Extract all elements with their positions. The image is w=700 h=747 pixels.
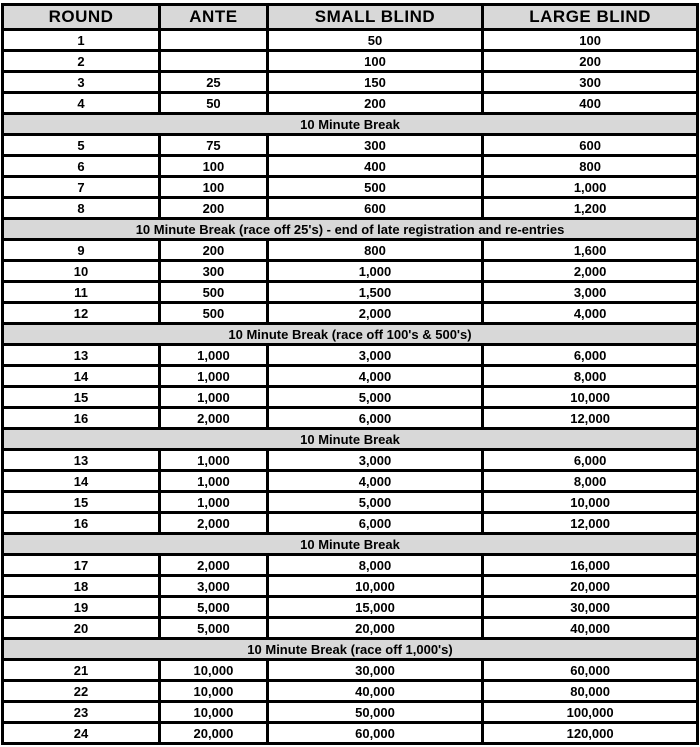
table-row [3,72,698,93]
break-label: 10 Minute Break [3,534,698,555]
round-cell: 20 [3,618,160,639]
table-row [3,555,698,576]
large-blind-cell: 12,000 [483,408,698,429]
small-blind-cell: 400 [267,156,482,177]
round-cell: 8 [3,198,160,219]
round-cell: 24 [3,723,160,744]
round-cell: 14 [3,366,160,387]
table-row [3,597,698,618]
ante-cell: 2,000 [160,555,268,576]
large-blind-cell: 400 [483,93,698,114]
ante-cell: 75 [160,135,268,156]
ante-cell: 5,000 [160,597,268,618]
table-row [3,450,698,471]
ante-cell: 200 [160,198,268,219]
small-blind-cell: 6,000 [267,513,482,534]
small-blind-cell: 800 [267,240,482,261]
small-blind-cell: 200 [267,93,482,114]
ante-cell [160,30,268,51]
large-blind-cell: 80,000 [483,681,698,702]
table-row [3,681,698,702]
large-blind-cell: 6,000 [483,450,698,471]
round-cell: 17 [3,555,160,576]
large-blind-column-header: LARGE BLIND [483,5,698,30]
break-label: 10 Minute Break (race off 100's & 500's) [3,324,698,345]
small-blind-column-header: SMALL BLIND [267,5,482,30]
ante-cell: 2,000 [160,408,268,429]
ante-cell: 10,000 [160,702,268,723]
small-blind-cell: 30,000 [267,660,482,681]
ante-cell: 1,000 [160,450,268,471]
ante-cell: 5,000 [160,618,268,639]
table-row [3,513,698,534]
small-blind-cell: 6,000 [267,408,482,429]
table-row [3,408,698,429]
round-cell: 10 [3,261,160,282]
ante-cell: 50 [160,93,268,114]
small-blind-cell: 50,000 [267,702,482,723]
table-row [3,156,698,177]
break-row [3,639,698,660]
round-cell: 13 [3,450,160,471]
ante-cell: 3,000 [160,576,268,597]
table-row [3,240,698,261]
ante-cell: 200 [160,240,268,261]
round-cell: 4 [3,93,160,114]
ante-cell [160,51,268,72]
table-row [3,261,698,282]
round-cell: 12 [3,303,160,324]
large-blind-cell: 8,000 [483,366,698,387]
ante-cell: 1,000 [160,366,268,387]
large-blind-cell: 20,000 [483,576,698,597]
break-row [3,429,698,450]
round-cell: 22 [3,681,160,702]
table-row [3,366,698,387]
large-blind-cell: 600 [483,135,698,156]
large-blind-cell: 4,000 [483,303,698,324]
table-row [3,135,698,156]
large-blind-cell: 100 [483,30,698,51]
table-row [3,30,698,51]
table-row [3,723,698,744]
round-cell: 16 [3,513,160,534]
small-blind-cell: 60,000 [267,723,482,744]
round-cell: 2 [3,51,160,72]
small-blind-cell: 3,000 [267,450,482,471]
blind-table-body [3,30,698,744]
table-row [3,387,698,408]
round-cell: 5 [3,135,160,156]
large-blind-cell: 100,000 [483,702,698,723]
small-blind-cell: 2,000 [267,303,482,324]
table-row [3,93,698,114]
table-row [3,51,698,72]
small-blind-cell: 4,000 [267,471,482,492]
small-blind-cell: 500 [267,177,482,198]
ante-column-header: ANTE [160,5,268,30]
large-blind-cell: 3,000 [483,282,698,303]
large-blind-cell: 60,000 [483,660,698,681]
round-cell: 11 [3,282,160,303]
round-cell: 13 [3,345,160,366]
round-cell: 18 [3,576,160,597]
small-blind-cell: 40,000 [267,681,482,702]
large-blind-cell: 6,000 [483,345,698,366]
large-blind-cell: 10,000 [483,387,698,408]
small-blind-cell: 5,000 [267,387,482,408]
table-row [3,702,698,723]
large-blind-cell: 30,000 [483,597,698,618]
small-blind-cell: 1,500 [267,282,482,303]
small-blind-cell: 300 [267,135,482,156]
ante-cell: 2,000 [160,513,268,534]
ante-cell: 25 [160,72,268,93]
table-row [3,177,698,198]
round-cell: 23 [3,702,160,723]
large-blind-cell: 2,000 [483,261,698,282]
ante-cell: 100 [160,156,268,177]
small-blind-cell: 20,000 [267,618,482,639]
table-row [3,660,698,681]
large-blind-cell: 10,000 [483,492,698,513]
small-blind-cell: 50 [267,30,482,51]
round-cell: 19 [3,597,160,618]
break-row [3,324,698,345]
ante-cell: 500 [160,303,268,324]
round-cell: 7 [3,177,160,198]
break-label: 10 Minute Break [3,429,698,450]
large-blind-cell: 1,000 [483,177,698,198]
small-blind-cell: 4,000 [267,366,482,387]
large-blind-cell: 800 [483,156,698,177]
large-blind-cell: 40,000 [483,618,698,639]
small-blind-cell: 600 [267,198,482,219]
table-row [3,471,698,492]
break-label: 10 Minute Break (race off 25's) - end of late registration and re-entries [3,219,698,240]
large-blind-cell: 12,000 [483,513,698,534]
round-cell: 9 [3,240,160,261]
ante-cell: 10,000 [160,681,268,702]
ante-cell: 1,000 [160,387,268,408]
round-column-header: ROUND [3,5,160,30]
round-cell: 21 [3,660,160,681]
break-row [3,219,698,240]
table-row [3,618,698,639]
small-blind-cell: 1,000 [267,261,482,282]
large-blind-cell: 300 [483,72,698,93]
table-row [3,576,698,597]
small-blind-cell: 150 [267,72,482,93]
small-blind-cell: 5,000 [267,492,482,513]
table-header [3,5,698,30]
large-blind-cell: 1,200 [483,198,698,219]
break-label: 10 Minute Break [3,114,698,135]
large-blind-cell: 8,000 [483,471,698,492]
ante-cell: 1,000 [160,471,268,492]
ante-cell: 300 [160,261,268,282]
small-blind-cell: 10,000 [267,576,482,597]
round-cell: 15 [3,387,160,408]
header-row [3,5,698,30]
round-cell: 15 [3,492,160,513]
small-blind-cell: 8,000 [267,555,482,576]
table-row [3,345,698,366]
small-blind-cell: 3,000 [267,345,482,366]
round-cell: 16 [3,408,160,429]
ante-cell: 1,000 [160,345,268,366]
ante-cell: 500 [160,282,268,303]
large-blind-cell: 16,000 [483,555,698,576]
break-label: 10 Minute Break (race off 1,000's) [3,639,698,660]
round-cell: 3 [3,72,160,93]
ante-cell: 20,000 [160,723,268,744]
round-cell: 14 [3,471,160,492]
round-cell: 6 [3,156,160,177]
break-row [3,114,698,135]
table-row [3,198,698,219]
break-row [3,534,698,555]
large-blind-cell: 120,000 [483,723,698,744]
table-row [3,282,698,303]
large-blind-cell: 200 [483,51,698,72]
large-blind-cell: 1,600 [483,240,698,261]
table-row [3,303,698,324]
small-blind-cell: 100 [267,51,482,72]
ante-cell: 100 [160,177,268,198]
ante-cell: 10,000 [160,660,268,681]
ante-cell: 1,000 [160,492,268,513]
blind-structure-table [1,3,699,745]
small-blind-cell: 15,000 [267,597,482,618]
table-row [3,492,698,513]
round-cell: 1 [3,30,160,51]
